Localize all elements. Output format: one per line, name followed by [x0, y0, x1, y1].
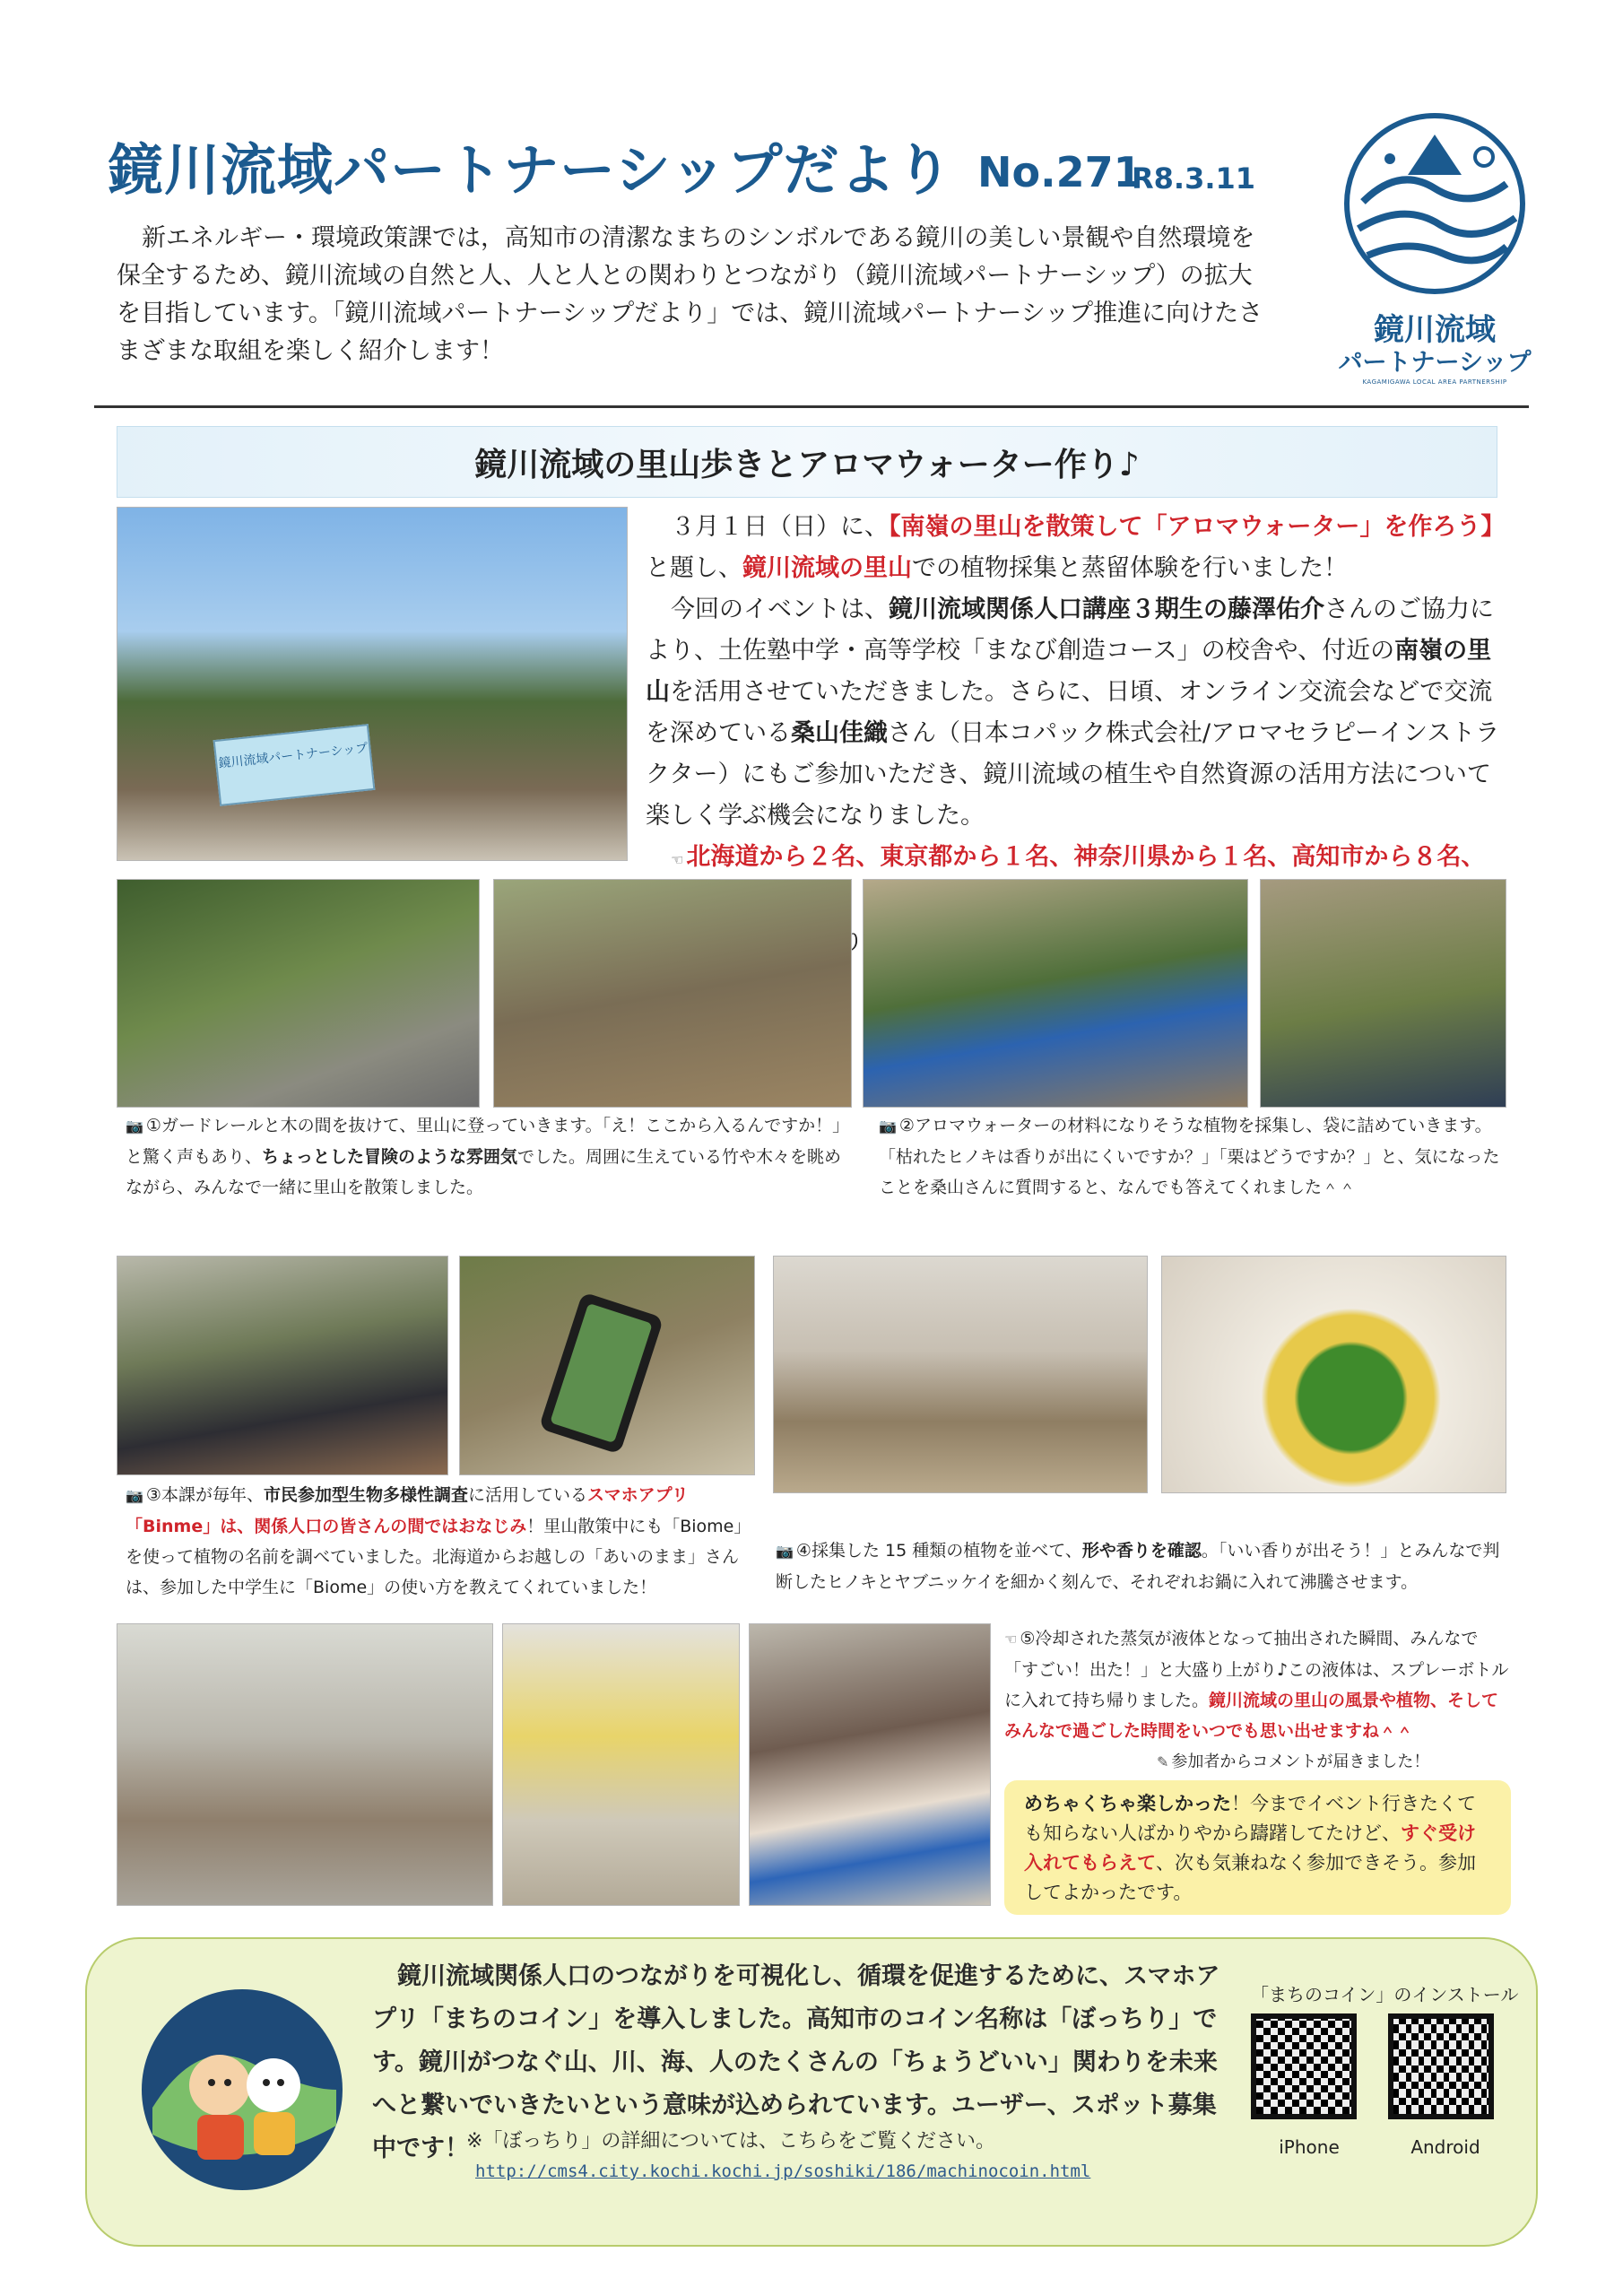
photo-spray-bottle	[749, 1623, 991, 1906]
camera-icon: 📷	[126, 1487, 143, 1504]
coin-description: 鏡川流域関係人口のつながりを可視化し、循環を促進するために、スマホアプリ「まちのコイン」を導入しました。高知市のコイン名称は「ぼっちり」です。鏡川がつなぐ山、川、海、人のたくさんの「ちょうどいい」関わりを未来へと繋いでいきたいという意味が込められています。ユーザー、スポット募集中です！	[372, 1962, 1220, 2162]
article-body: ３月１日（日）に、【南嶺の里山を散策して「アロマウォーター」を作ろう】と題し、鏡川流域の里山での植物採集と蒸留体験を行いました！ 今回のイベントは、鏡川流域関係人口講座３期生の藤澤佑介さんのご協力により、土佐塾中学・高等学校「まなび創造コース」の校舎や、付近の南嶺の里山を活用させていただきました。さらに、日頃、オンライン交流会などで交流を深めている桑山佳織さん（日本コパック株式会社/アロマセラピーインストラクター）にもご参加いただき、鏡川流域の植生や自然資源の活用方法について楽しく学ぶ機会になりました。 ☜ 北海道から２名、東京都から１名、神奈川県から１名、高知市から８名、	[646, 513, 1506, 871]
caption-5: ☜ ⑤冷却された蒸気が液体となって抽出された瞬間、みんなで「すごい！出た！」と大盛り上がり♪この液体は、スプレーボトルに入れて持ち帰りました。鏡川流域の里山の風景や植物、そしてみんなで過ごした時間をいつでも思い出せますね＾＾	[1004, 1629, 1509, 1741]
camera-icon: 📷	[776, 1543, 794, 1560]
header-divider	[94, 405, 1529, 408]
note-icon: ✎	[1157, 1753, 1169, 1770]
newsletter-title: 鏡川流域パートナーシップだより	[108, 137, 953, 203]
caption-1: 📷 ①ガードレールと木の間を抜けて、里山に登っていきます。「え！ここから入るんですか！」と驚く声もあり、ちょっとした冒険のような雰囲気でした。周囲に生えている竹や木々を眺めながら、みんなで一緒に里山を散策しました。	[126, 1116, 850, 1197]
pointing-hand-icon: ☜	[1004, 1631, 1018, 1648]
caption-3: 📷 ③本課が毎年、市民参加型生物多様性調査に活用しているスマホアプリ「Binme」は、関係人口の皆さんの間ではおなじみ！里山散策中にも「Biome」を使って植物の名前を調べていました。北海道からお越しの「あいのまま」さんは、参加した中学生に「Biome」の使い方を教えてくれていました！	[126, 1485, 751, 1597]
photo-distillation-group	[117, 1623, 493, 1906]
participant-comment: めちゃくちゃ楽しかった！今までイベント行きたくても知らない人ばかりやから躊躇してたけど、すぐ受け入れてもらえて、次も気兼ねなく参加できそう。参加してよかったです。	[1004, 1780, 1511, 1915]
issue-date: R8.3.11	[1132, 161, 1256, 196]
photo-distiller	[502, 1623, 740, 1906]
photo-bowl-leaves	[1161, 1256, 1506, 1493]
pointing-hand-icon: ☜	[671, 851, 684, 868]
photo-forest-walk	[493, 879, 852, 1108]
photo-guardrail	[117, 879, 480, 1108]
photo-biome-app	[459, 1256, 755, 1475]
photo-smartphone-people	[117, 1256, 448, 1475]
caption-2: 📷 ②アロマウォーターの材料になりそうな植物を採集し、袋に詰めていきます。「枯れたヒノキは香りが出にくいですか？」「栗はどうですか？」と、気になったことを桑山さんに質問すると、なんでも答えてくれました＾＾	[879, 1116, 1500, 1197]
group-photo	[117, 507, 628, 861]
camera-icon: 📷	[879, 1118, 897, 1135]
mascot-illustration	[135, 1982, 350, 2197]
qr-code-android[interactable]	[1388, 2013, 1494, 2119]
photo-plants-table	[773, 1256, 1148, 1493]
qr-code-iphone[interactable]	[1251, 2013, 1357, 2119]
logo-subtitle: KAGAMIGAWA LOCAL AREA PARTNERSHIP	[1362, 378, 1507, 386]
photo-collecting-plants	[863, 879, 1248, 1108]
coin-note: ※「ぼっちり」の詳細については、こちらをご覧ください。	[466, 2130, 995, 2152]
comment-intro: ✎ 参加者からコメントが届きました！	[1157, 1752, 1430, 1771]
issue-number: No.271	[977, 148, 1142, 196]
camera-icon: 📷	[126, 1118, 143, 1135]
photo-women-leaves	[1260, 879, 1506, 1108]
coin-info-link[interactable]: http://cms4.city.kochi.kochi.jp/soshiki/186/machinocoin.html	[475, 2161, 1091, 2181]
article-heading: 鏡川流域の里山歩きとアロマウォーター作り♪	[474, 447, 1140, 483]
caption-4: 📷 ④採集した 15 種類の植物を並べて、形や香りを確認。「いい香りが出そう！」とみんなで判断したヒノキとヤブニッケイを細かく刻んで、それぞれお鍋に入れて沸騰させます。	[776, 1541, 1500, 1592]
logo-line2: パートナーシップ	[1338, 349, 1532, 377]
group-banner-text: 鏡川流域パートナーシップ	[217, 741, 369, 771]
qr-label-iphone: iPhone	[1279, 2136, 1340, 2158]
logo-line1: 鏡川流域	[1374, 312, 1496, 348]
qr-title: 「まちのコイン」のインストール	[1251, 1984, 1519, 2005]
qr-label-android: Android	[1410, 2136, 1480, 2158]
intro-text: 新エネルギー・環境政策課では，高知市の清潔なまちのシンボルである鏡川の美しい景観や自然環境を保全するため、鏡川流域の自然と人、人と人との関わりとつながり（鏡川流域パートナーシップ）の拡大を目指しています。「鏡川流域パートナーシップだより」では、鏡川流域パートナーシップ推進に向けたさまざまな取組を楽しく紹介します！	[117, 224, 1263, 365]
